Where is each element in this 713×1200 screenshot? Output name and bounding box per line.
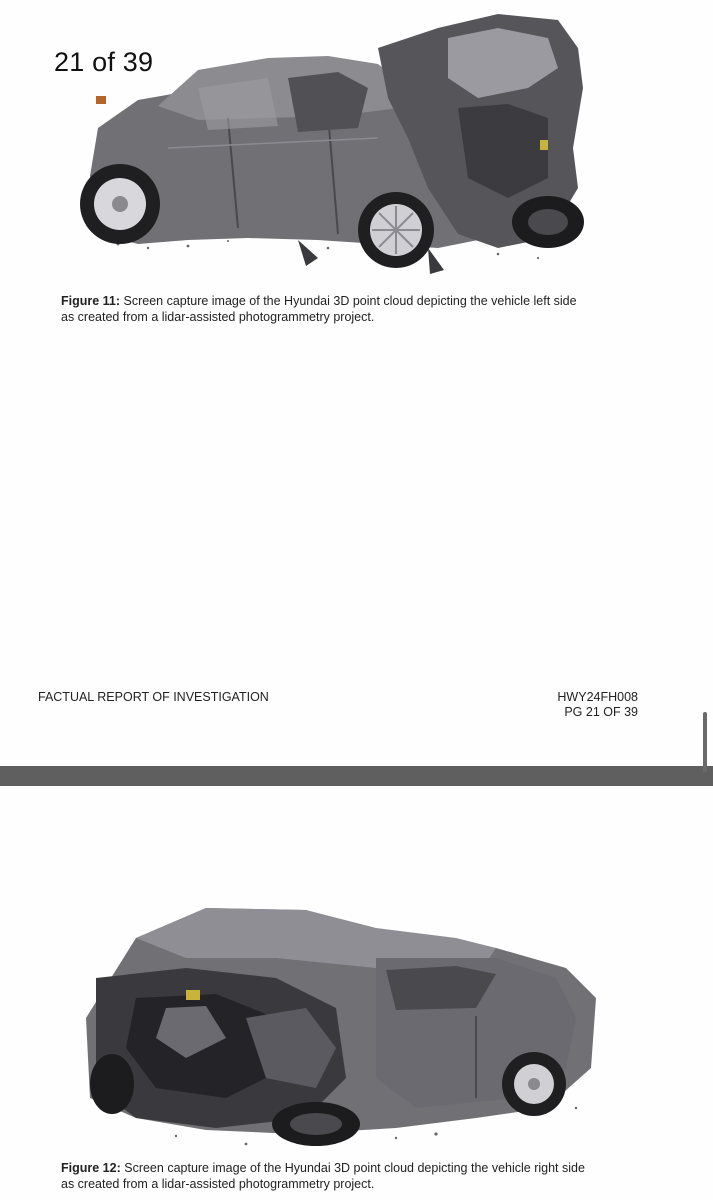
page-number: PG 21 OF 39: [564, 705, 638, 719]
figure-12-label: Figure 12:: [61, 1161, 121, 1175]
figure-12-caption-line2: as created from a lidar-assisted photogrammetry project.: [61, 1177, 375, 1191]
page-footer-right: [557, 690, 638, 720]
figure-12-caption: [61, 1160, 585, 1192]
figure-12-caption-line1: Screen capture image of the Hyundai 3D point cloud depicting the vehicle right side: [124, 1161, 585, 1175]
figure-11-caption-line1: Screen capture image of the Hyundai 3D point cloud depicting the vehicle left side: [123, 294, 577, 308]
case-number: HWY24FH008: [557, 690, 638, 704]
page-counter: 21 of 39: [54, 47, 154, 77]
figure-11-image: [78, 8, 593, 278]
scrollbar-thumb[interactable]: [703, 712, 707, 772]
figure-11-caption: [61, 293, 577, 325]
figure-11-caption-line2: as created from a lidar-assisted photogrammetry project.: [61, 310, 375, 324]
pdf-page-22: [0, 786, 713, 1200]
report-title-footer: FACTUAL REPORT OF INVESTIGATION: [38, 690, 269, 704]
figure-12-image: [76, 898, 606, 1158]
page-separator: [0, 766, 713, 786]
figure-11-label: Figure 11:: [61, 294, 121, 308]
